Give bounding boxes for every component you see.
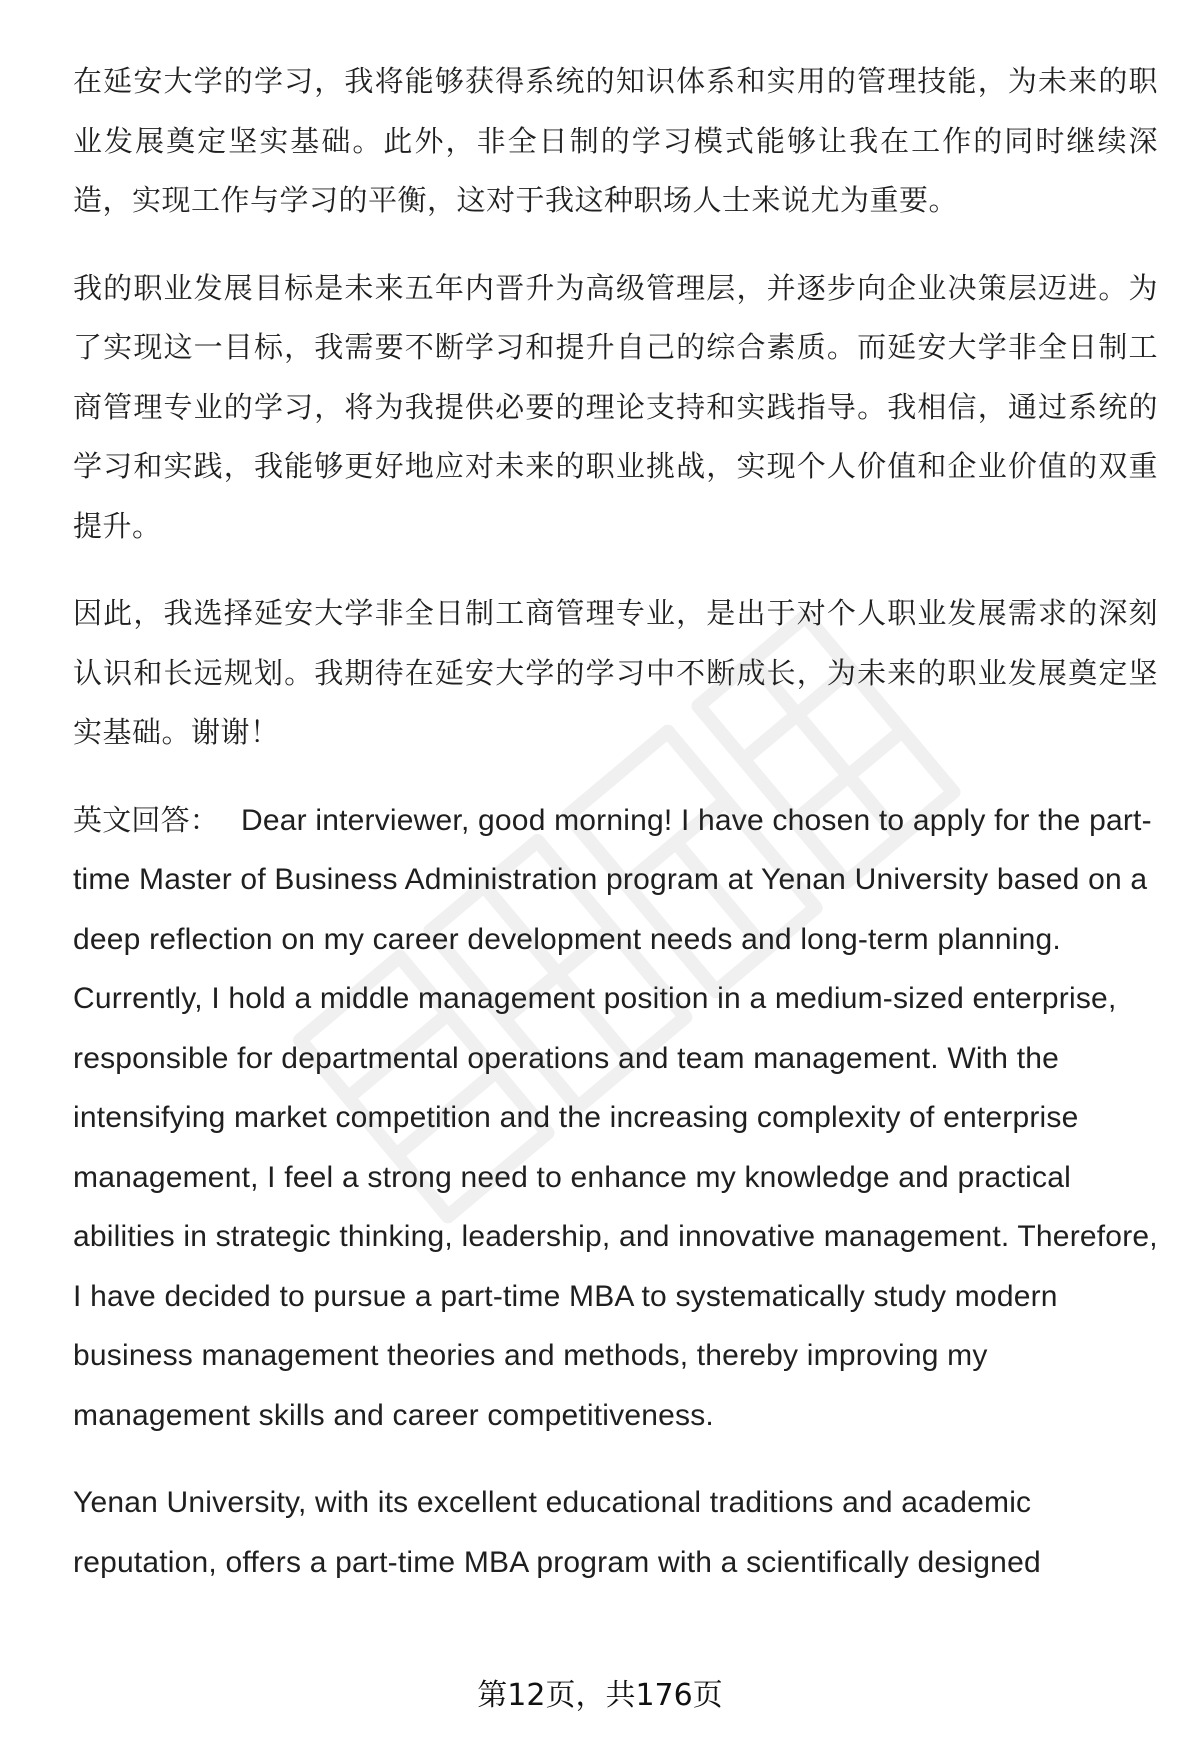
english-paragraph-1: Dear interviewer, good morning! I have chosen to apply for the part-time Master of Business Administration program at Yenan University based on a deep reflection on my career development needs and long-term planning. Currently, I hold a middle management position in a medium-sized enterprise, responsible for departmental operations and team management. With the intensifying market competition and the increasing complexity of enterprise management, I feel a strong need to enhance my knowledge and practical abilities in strategic thinking, leadership, and innovative management. Therefore, I have decided to pursue a part-time MBA to systematically study modern business management theories and methods, thereby improving my management skills and career competitiveness. bbox=[73, 803, 1158, 1432]
document-body bbox=[73, 52, 1158, 1620]
english-answer-label: 英文回答： bbox=[73, 802, 220, 837]
english-paragraph-2: Yenan University, with its excellent educational traditions and academic reputation, offers a part-time MBA program with a scientifically designed bbox=[73, 1486, 1041, 1579]
chinese-paragraph-2: 我的职业发展目标是未来五年内晋升为高级管理层，并逐步向企业决策层迈进。为了实现这一目标，我需要不断学习和提升自己的综合素质。而延安大学非全日制工商管理专业的学习，将为我提供必要的理论支持和实践指导。我相信，通过系统的学习和实践，我能够更好地应对未来的职业挑战，实现个人价值和企业价值的双重提升。 bbox=[73, 270, 1158, 543]
chinese-paragraph-1: 在延安大学的学习，我将能够获得系统的知识体系和实用的管理技能，为未来的职业发展奠定坚实基础。此外，非全日制的学习模式能够让我在工作的同时继续深造，实现工作与学习的平衡，这对于我这种职场人士来说尤为重要。 bbox=[73, 64, 1158, 217]
chinese-paragraph-3: 因此，我选择延安大学非全日制工商管理专业，是出于对个人职业发展需求的深刻认识和长远规划。我期待在延安大学的学习中不断成长，为未来的职业发展奠定坚实基础。谢谢！ bbox=[73, 596, 1158, 749]
page-number-footer: 第12页，共176页 bbox=[477, 1678, 723, 1713]
english-answer-paragraph bbox=[73, 791, 1158, 1446]
